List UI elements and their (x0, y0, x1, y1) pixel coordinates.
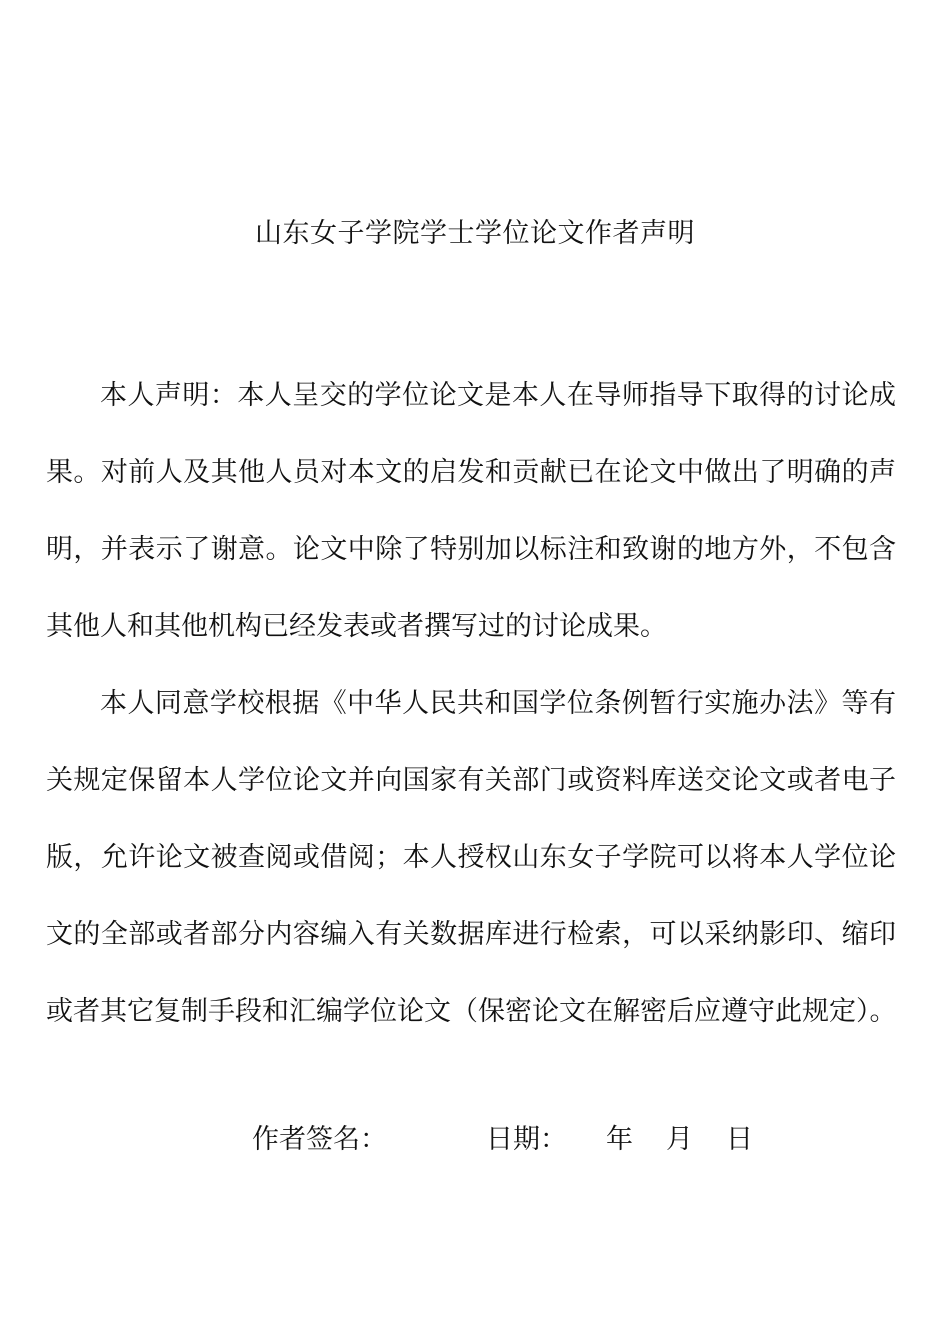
text-line: 明，并表示了谢意。论文中除了特别加以标注和致谢的地方外，不包含 (46, 534, 896, 565)
text-line: 本人同意学校根据《中华人民共和国学位条例暂行实施办法》等有 (100, 688, 896, 719)
paragraph-authorization (46, 678, 896, 1037)
date-label: 日期： (486, 1124, 567, 1155)
month-label: 月 (666, 1124, 693, 1155)
text-line: 其他人和其他机构已经发表或者撰写过的讨论成果。 (46, 611, 667, 642)
text-line: 果。对前人及其他人员对本文的启发和贡献已在论文中做出了明确的声 (46, 457, 896, 488)
text-line: 文的全部或者部分内容编入有关数据库进行检索，可以采纳影印、缩印 (46, 919, 896, 950)
text-line: 关规定保留本人学位论文并向国家有关部门或资料库送交论文或者电子 (46, 765, 896, 796)
text-line: 本人声明：本人呈交的学位论文是本人在导师指导下取得的讨论成 (100, 380, 896, 411)
text-line: 或者其它复制手段和汇编学位论文（保密论文在解密后应遵守此规定）。 (46, 996, 897, 1027)
day-label: 日 (726, 1124, 753, 1155)
year-label: 年 (606, 1124, 633, 1155)
declaration-body (46, 370, 896, 1063)
paragraph-declaration (46, 370, 896, 652)
author-signature-label: 作者签名： (252, 1124, 387, 1155)
document-title: 山东女子学院学士学位论文作者声明 (255, 218, 695, 249)
text-line: 版，允许论文被查阅或借阅；本人授权山东女子学院可以将本人学位论 (46, 842, 896, 873)
